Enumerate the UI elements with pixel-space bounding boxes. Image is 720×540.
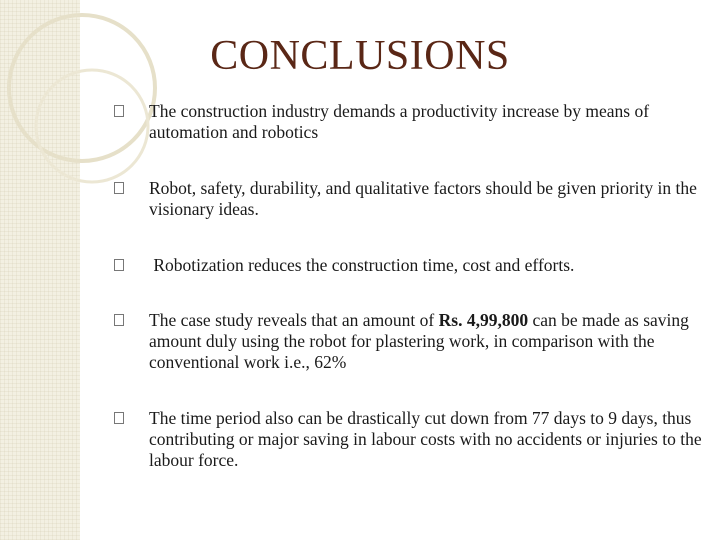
bullet-item <box>132 101 702 143</box>
bullet-text: Robot, safety, durability, and qualitative factors should be given priority in the visionary ideas. <box>149 178 697 219</box>
savings-amount: Rs. 4,99,800 <box>438 310 529 330</box>
bullet-marker-icon <box>114 412 124 424</box>
bullet-marker-icon <box>114 105 124 117</box>
bullet-item <box>132 408 702 471</box>
bullet-item <box>132 310 702 373</box>
bullet-text: The time period also can be drastically cut down from 77 days to 9 days, thus contributing or major saving in labour costs with no accidents or injuries to the labour force. <box>149 408 702 470</box>
bullet-text: Robotization reduces the construction time, cost and efforts. <box>149 255 575 275</box>
bullet-item <box>132 255 702 276</box>
bullet-text <box>132 310 702 373</box>
slide-title: CONCLUSIONS <box>210 33 510 79</box>
bullet-marker-icon <box>114 182 124 194</box>
bullet-text: The construction industry demands a productivity increase by means of automation and robotics <box>149 101 650 142</box>
bullet-text-before: The case study reveals that an amount of <box>149 310 439 330</box>
bullet-marker-icon <box>114 259 124 271</box>
bullet-item <box>132 178 702 220</box>
decorative-sidebar <box>0 0 80 540</box>
bullet-text-after: can be made as saving amount duly using the robot for plastering work, in comparison with the conventional work i.e., 62% <box>149 310 689 372</box>
bullet-marker-icon <box>114 314 124 326</box>
